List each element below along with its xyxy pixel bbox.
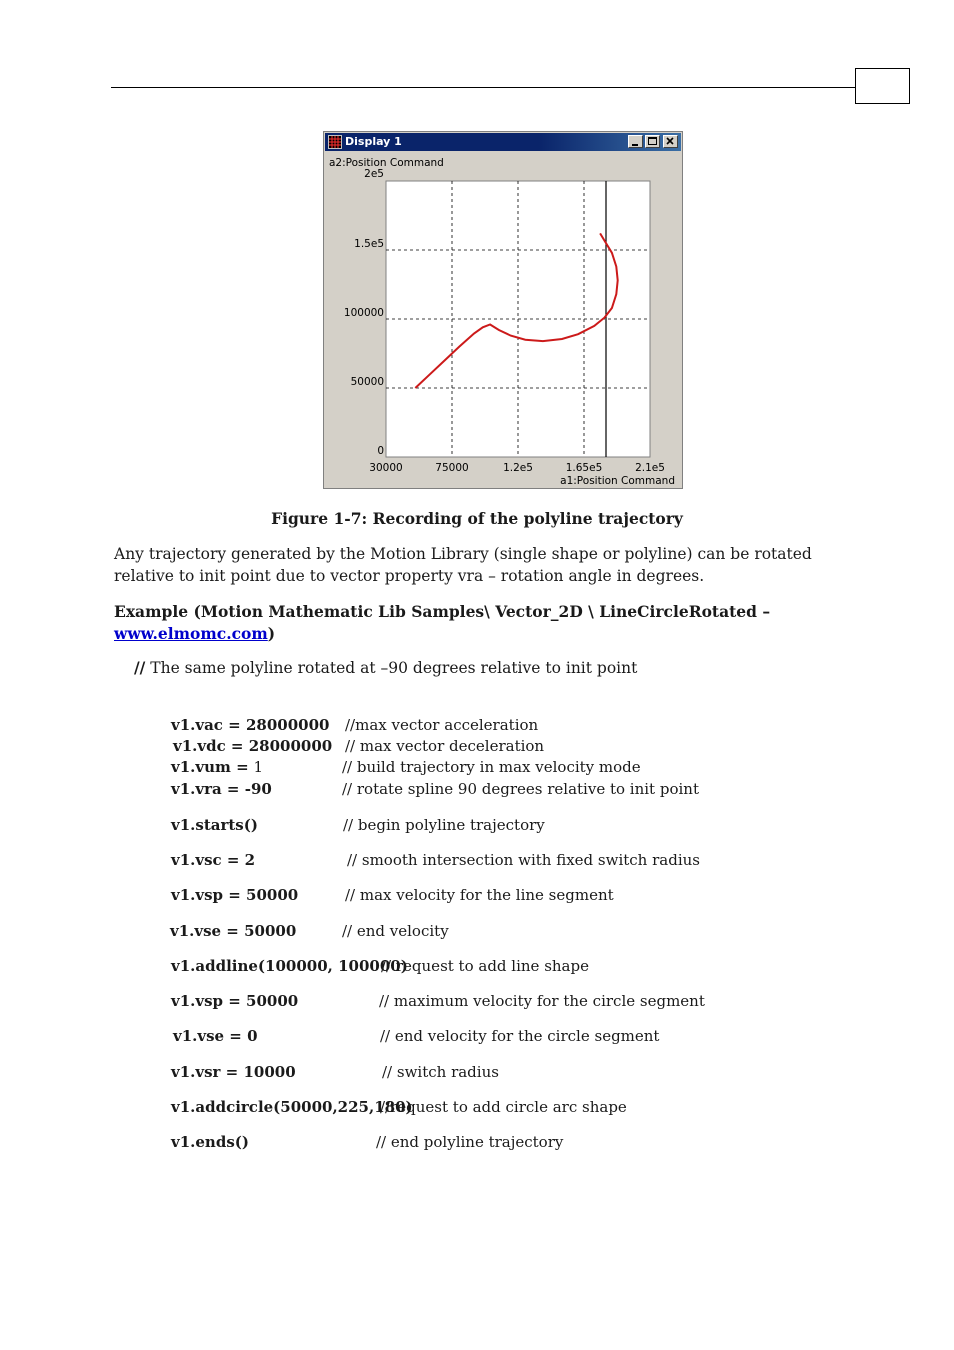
code-comment: //max vector acceleration — [345, 716, 539, 734]
intro-paragraph: Any trajectory generated by the Motion Library (single shape or polyline) can be rotated relative to init point due to vector property vra – rotation angle in degrees. — [114, 545, 812, 585]
code-comment: // maximum velocity for the circle segment — [379, 992, 705, 1010]
page-number-box — [855, 68, 910, 104]
x-tick-label: 2.1e5 — [635, 462, 665, 474]
y-axis-label: a2:Position Command — [329, 157, 444, 169]
code-comment: //request to add circle arc shape — [380, 1098, 627, 1116]
code-comment: // request to add line shape — [381, 957, 589, 975]
code-comment: // begin polyline trajectory — [343, 816, 545, 834]
header-rule — [111, 87, 856, 88]
elmo-link[interactable]: www.elmomc.com — [114, 624, 268, 643]
maximize-button[interactable] — [645, 135, 660, 148]
x-tick-label: 75000 — [435, 462, 469, 474]
display-window[interactable] — [323, 131, 683, 489]
y-tick-labels — [344, 168, 384, 457]
grid-app-icon — [328, 135, 342, 149]
code-line: v1.vra = -90 — [171, 780, 272, 798]
code-line: v1.vsp = 50000 — [171, 886, 299, 904]
y-tick-label: 1.5e5 — [354, 238, 384, 250]
code-comment: // max velocity for the line segment — [345, 886, 614, 904]
code-comment: // end polyline trajectory — [376, 1133, 564, 1151]
polyline-comment — [134, 658, 637, 677]
example-heading — [114, 601, 874, 645]
close-icon — [664, 136, 677, 147]
code-comment: // switch radius — [382, 1063, 499, 1081]
code-line: v1.starts() — [171, 816, 258, 834]
code-comment: // smooth intersection with fixed switch radius — [347, 851, 700, 869]
minimize-icon — [629, 136, 642, 147]
figure-caption: Figure 1-7: Recording of the polyline trajectory — [271, 509, 683, 528]
code-comment: // end velocity for the circle segment — [380, 1027, 660, 1045]
comment-text: The same polyline rotated at –90 degrees relative to init point — [145, 659, 638, 677]
close-button[interactable] — [663, 135, 678, 148]
code-line: v1.addline(100000, 100000) — [171, 957, 408, 975]
example-close: ) — [267, 624, 276, 643]
code-value: 1 — [248, 758, 263, 776]
code-line — [171, 758, 263, 776]
x-tick-labels — [369, 462, 665, 474]
code-text: v1.vum = — [171, 758, 249, 776]
x-axis-label: a1:Position Command — [560, 475, 675, 487]
code-comment: // rotate spline 90 degrees relative to init point — [342, 780, 699, 798]
code-comment: // max vector deceleration — [345, 737, 545, 755]
code-comment: // build trajectory in max velocity mode — [342, 758, 641, 776]
code-line: v1.vsr = 10000 — [171, 1063, 296, 1081]
window-titlebar[interactable] — [325, 133, 681, 151]
y-tick-label: 50000 — [350, 376, 384, 388]
y-tick-label: 0 — [377, 445, 384, 457]
code-comment: // end velocity — [342, 922, 449, 940]
x-tick-label: 1.65e5 — [565, 462, 603, 474]
window-title: Display 1 — [345, 135, 402, 148]
y-tick-label: 100000 — [343, 307, 384, 319]
x-tick-label: 1.2e5 — [503, 462, 533, 474]
code-line: v1.vac = 28000000 — [171, 716, 330, 734]
maximize-icon — [646, 136, 659, 147]
code-line: v1.vse = 50000 — [170, 922, 297, 940]
code-line: v1.vsc = 2 — [171, 851, 256, 869]
code-line: v1.vdc = 28000000 — [173, 737, 333, 755]
y-tick-label: 2e5 — [364, 168, 384, 180]
code-line: v1.addcircle(50000,225,180) — [171, 1098, 413, 1116]
minimize-button[interactable] — [628, 135, 643, 148]
code-line: v1.vsp = 50000 — [171, 992, 299, 1010]
plot-area[interactable] — [326, 153, 680, 487]
example-title: Example (Motion Mathematic Lib Samples\ Vector_2D \ LineCircleRotated – — [114, 602, 771, 621]
x-tick-label: 30000 — [369, 462, 403, 474]
comment-slashes: // — [134, 658, 146, 677]
code-line: v1.ends() — [171, 1133, 249, 1151]
code-line: v1.vse = 0 — [173, 1027, 258, 1045]
